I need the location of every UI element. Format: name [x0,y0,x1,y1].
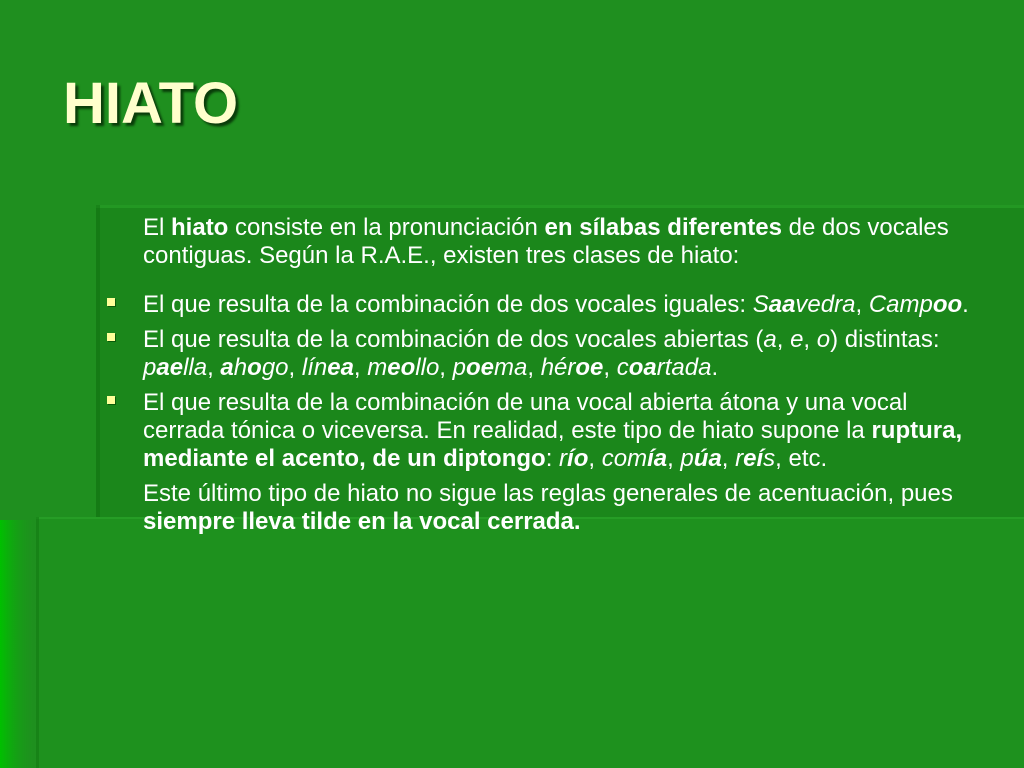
example-word: reís [735,445,776,472]
bullet-end: , etc. [775,445,828,472]
vowel: o [816,326,831,353]
example-word: púa [680,445,722,472]
intro-text: de dos vocales contiguas. Según la R.A.E., existen tres clases de hiato: [143,214,949,269]
bullet-end: . [711,354,719,381]
square-bullet-icon [107,298,115,306]
example-word: paella [143,354,208,381]
intro-bold-silabas: en sílabas diferentes [544,214,782,241]
intro-text: El [143,214,172,241]
closing-text: Este último tipo de hiato no sigue las reglas generales de acentuación, pues [143,480,953,507]
example-word: línea [301,354,354,381]
square-bullet-icon [107,333,115,341]
slide-title: HIATO [63,71,239,136]
example-word: Campoo [868,291,963,318]
vowel: a [763,326,777,353]
example-word: poema [452,354,528,381]
example-word: ahogo [220,354,289,381]
square-bullet-icon [107,396,115,404]
vowel: e [790,326,804,353]
intro-text: consiste en la pronunciación [228,214,545,241]
example-word: Saavedra [752,291,856,318]
bullet-text: El que resulta de la combinación de dos vocales iguales: [143,291,753,318]
bold-phrase: ruptura, mediante el acento, de un diptongo [143,417,963,472]
bullet-item: El que resulta de la combinación de dos vocales abiertas (a, e, o) distintas: paella, ahogo, línea, meollo, poema, héroe, coartada. [143,326,983,382]
example-word: héroe [540,354,604,381]
example-word: coartada [616,354,712,381]
intro-paragraph [143,214,983,270]
example-word: comía [601,445,668,472]
bullet-text: ) distintas: [830,326,940,353]
closing-paragraph [143,480,983,536]
intro-bold-hiato: hiato [171,214,229,241]
closing-bold: siempre lleva tilde en la vocal cerrada. [143,508,581,535]
bullet-end: . [962,291,969,318]
bullet-text: El que resulta de la combinación de una vocal abierta átona y una vocal cerrada tónica o viceversa. En realidad, este tipo de hiato supone la [143,389,908,444]
example-word: meollo [367,354,440,381]
bullet-item: El que resulta de la combinación de una vocal abierta átona y una vocal cerrada tónica o viceversa. En realidad, este tipo de hiato supone la ruptura, mediante el acento, de un diptongo: río, comía, púa, reís, etc. [143,389,983,473]
example-word: río [559,445,589,472]
separator: , [855,291,869,318]
slide-body [143,214,983,557]
bullet-item [143,291,983,319]
bullet-text: El que resulta de la combinación de dos vocales abiertas ( [143,326,764,353]
